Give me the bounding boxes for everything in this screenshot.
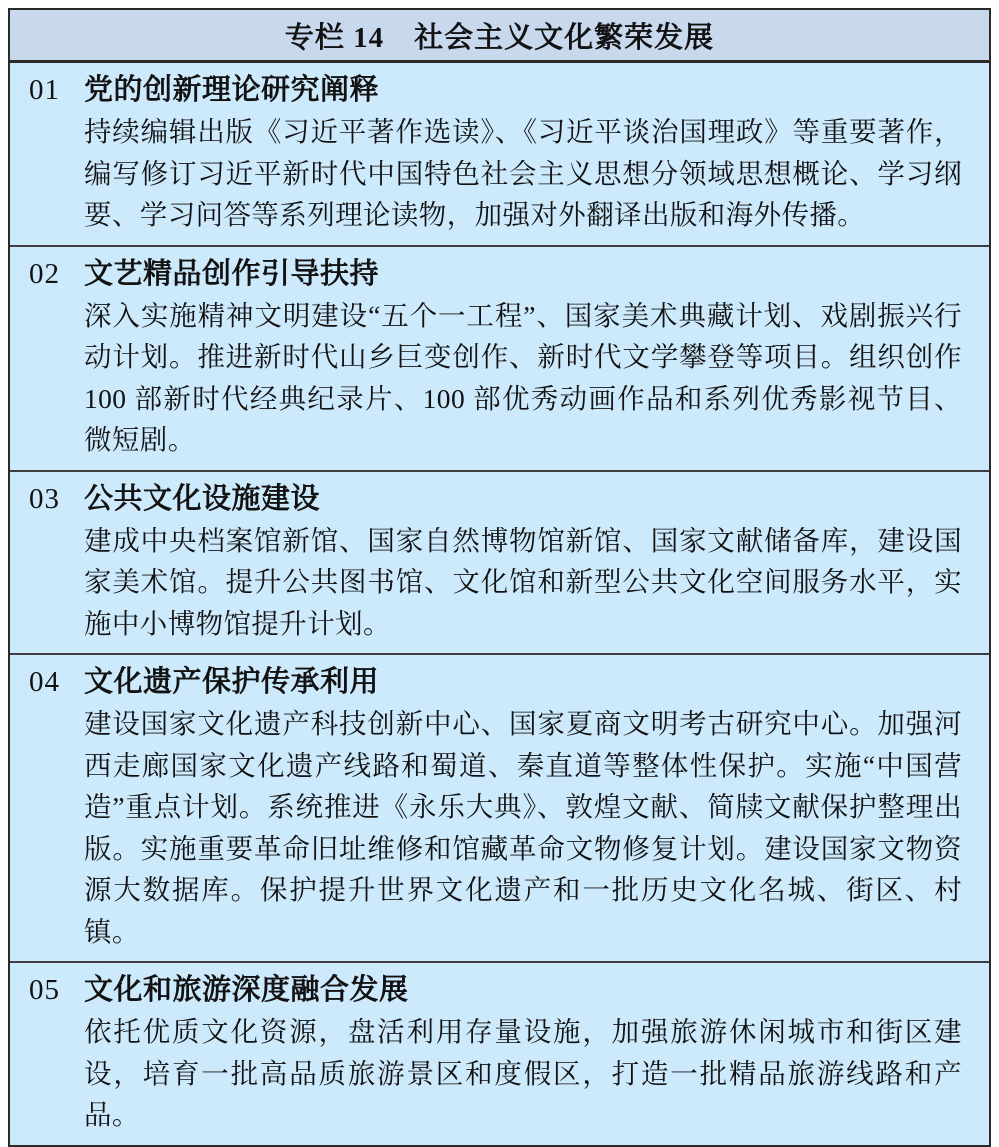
section-row-01 bbox=[10, 63, 989, 245]
section-number: 05 bbox=[29, 974, 60, 1006]
section-row-02 bbox=[10, 245, 989, 470]
section-heading-row bbox=[29, 69, 962, 111]
section-heading-row bbox=[29, 969, 962, 1011]
section-body: 建成中央档案馆新馆、国家自然博物馆新馆、国家文献储备库，建设国家美术馆。提升公共图书馆、文化馆和新型公共文化空间服务水平，实施中小博物馆提升计划。 bbox=[84, 524, 962, 639]
section-heading-row bbox=[29, 253, 962, 295]
section-number: 01 bbox=[29, 74, 60, 106]
section-number: 04 bbox=[29, 666, 60, 698]
section-number: 03 bbox=[29, 482, 60, 515]
section-heading: 党的创新理论研究阐释 bbox=[84, 74, 380, 106]
section-heading: 文艺精品创作引导扶持 bbox=[84, 257, 380, 290]
section-heading-row bbox=[29, 478, 962, 520]
section-number: 02 bbox=[29, 257, 60, 290]
section-heading: 文化和旅游深度融合发展 bbox=[84, 974, 409, 1006]
section-row-05 bbox=[10, 961, 989, 1145]
panel-title: 专栏 14 社会主义文化繁荣发展 bbox=[284, 21, 715, 54]
section-row-04 bbox=[10, 653, 989, 961]
section-row-03 bbox=[10, 470, 989, 654]
section-body: 持续编辑出版《习近平著作选读》、《习近平谈治国理政》等重要著作，编写修订习近平新时代中国特色社会主义思想分领域思想概论、学习纲要、学习问答等系列理论读物，加强对外翻译出版和海外传播。 bbox=[84, 116, 962, 230]
panel-header bbox=[10, 10, 989, 63]
section-heading-row bbox=[29, 661, 962, 703]
section-body: 深入实施精神文明建设“五个一工程”、国家美术典藏计划、戏剧振兴行动计划。推进新时代山乡巨变创作、新时代文学攀登等项目。组织创作 100 部新时代经典纪录片、100 部优秀动画作品和系列优秀影视节目、微短剧。 bbox=[84, 299, 962, 455]
callout-box bbox=[8, 8, 991, 1147]
section-heading: 文化遗产保护传承利用 bbox=[84, 666, 380, 698]
section-body: 建设国家文化遗产科技创新中心、国家夏商文明考古研究中心。加强河西走廊国家文化遗产线路和蜀道、秦直道等整体性保护。实施“中国营造”重点计划。系统推进《永乐大典》、敦煌文献、简牍文献保护整理出版。实施重要革命旧址维修和馆藏革命文物修复计划。建设国家文物资源大数据库。保护提升世界文化遗产和一批历史文化名城、街区、村镇。 bbox=[84, 708, 962, 947]
section-heading: 公共文化设施建设 bbox=[84, 482, 321, 515]
section-body: 依托优质文化资源，盘活利用存量设施，加强旅游休闲城市和街区建设，培育一批高品质旅游景区和度假区，打造一批精品旅游线路和产品。 bbox=[84, 1016, 962, 1130]
